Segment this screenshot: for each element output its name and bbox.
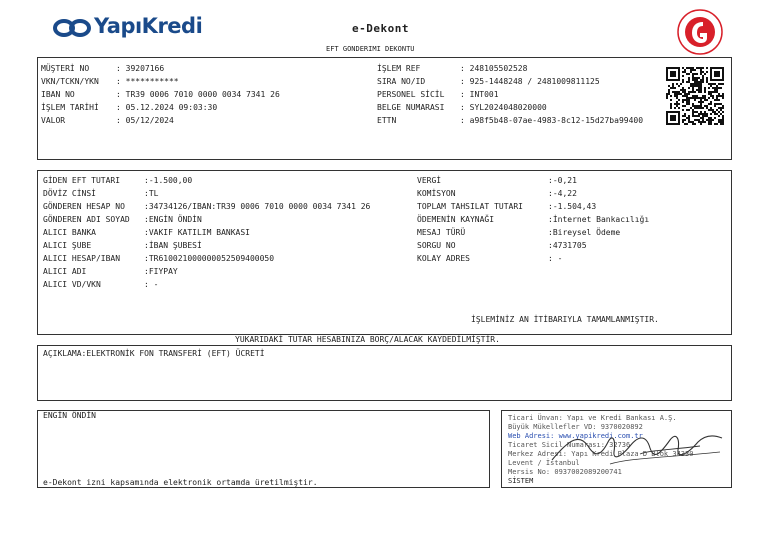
customer-info-box — [37, 57, 732, 160]
field-label: BELGE NUMARASI — [377, 103, 445, 112]
info-row — [417, 187, 649, 200]
info-row — [377, 62, 643, 75]
info-row — [41, 62, 280, 75]
field-label: ALICI ŞUBE — [43, 241, 92, 250]
bank-info-line: Merkez Adresi: Yapı Kredi Plaza D Blok 34330 — [508, 450, 694, 458]
info-row — [43, 278, 370, 291]
field-label: TOPLAM TAHSILAT TUTARI — [417, 202, 523, 211]
info-row — [43, 265, 370, 278]
system-label: SİSTEM — [508, 477, 534, 485]
info-row — [377, 114, 643, 127]
info-row — [43, 239, 370, 252]
info-row — [417, 239, 649, 252]
sender-name: ENGİN ÖNDİN — [43, 411, 96, 420]
info-row — [417, 174, 649, 187]
field-label: VKN/TCKN/YKN — [41, 77, 99, 86]
field-value: :İnternet Bankacılığı — [548, 215, 650, 224]
edekont-note: e-Dekont izni kapsamında elektronik ortamda üretilmiştir. — [43, 478, 318, 487]
field-value: :-4,22 — [548, 189, 577, 198]
info-row — [43, 226, 370, 239]
document-subtitle: EFT GONDERIMI DEKONTU — [326, 45, 415, 53]
field-label: KOLAY ADRES — [417, 254, 470, 263]
bank-web-link[interactable]: Web Adresi: www.yapikredi.com.tr — [508, 432, 643, 440]
field-label: DÖVİZ CİNSİ — [43, 189, 96, 198]
transfer-left-column — [43, 174, 370, 291]
sender-box — [37, 410, 490, 488]
customer-left-column — [41, 62, 280, 127]
field-value: :-1.500,00 — [144, 176, 193, 185]
field-value: : 248105502528 — [460, 64, 528, 73]
field-value: :TL — [144, 189, 159, 198]
logo-text: YapıKredi — [94, 14, 203, 38]
field-value: :4731705 — [548, 241, 587, 250]
field-value: : INT001 — [460, 90, 499, 99]
field-value: : *********** — [116, 77, 179, 86]
info-row — [417, 226, 649, 239]
field-value: :VAKIF KATILIM BANKASI — [144, 228, 250, 237]
field-value: : 05/12/2024 — [116, 116, 174, 125]
field-value: :İBAN ŞUBESİ — [144, 241, 202, 250]
field-label: GİDEN EFT TUTARI — [43, 176, 121, 185]
field-label: İŞLEM TARİHİ — [41, 103, 99, 112]
info-row — [377, 101, 643, 114]
completion-note: İŞLEMİNİZ AN İTİBARIYLA TAMAMLANMIŞTIR. — [471, 315, 659, 324]
bank-seal-icon — [676, 8, 724, 56]
field-value: : TR39 0006 7010 0000 0034 7341 26 — [116, 90, 280, 99]
field-value: : 925-1448248 / 2481009811125 — [460, 77, 600, 86]
field-label: MESAJ TÜRÜ — [417, 228, 466, 237]
description-box — [37, 345, 732, 401]
field-label: İŞLEM REF — [377, 64, 421, 73]
debit-note: YUKARIDAKİ TUTAR HESABINIZA BORÇ/ALACAK KAYDEDİLMİŞTİR. — [235, 335, 500, 344]
document-title: e-Dekont — [352, 22, 409, 35]
description-text: AÇIKLAMA:ELEKTRONİK FON TRANSFERİ (EFT) ÜCRETİ — [43, 349, 265, 358]
info-row — [417, 252, 649, 265]
bank-info-line: Levent / İstanbul — [508, 459, 580, 467]
field-label: ALICI VD/VKN — [43, 280, 101, 289]
qr-code-icon — [666, 67, 724, 125]
info-row — [43, 252, 370, 265]
field-label: MÜŞTERİ NO — [41, 64, 90, 73]
customer-right-column — [377, 62, 643, 127]
info-row — [41, 75, 280, 88]
info-row — [43, 174, 370, 187]
field-label: KOMİSYON — [417, 189, 456, 198]
field-label: GÖNDEREN HESAP NO — [43, 202, 125, 211]
field-value: : 05.12.2024 09:03:30 — [116, 103, 218, 112]
field-label: ALICI HESAP/IBAN — [43, 254, 121, 263]
info-row — [417, 213, 649, 226]
field-label: VERGİ — [417, 176, 442, 185]
field-value: : SYL2024048020000 — [460, 103, 547, 112]
field-label: SIRA NO/ID — [377, 77, 426, 86]
field-value: : - — [548, 254, 563, 263]
field-value: :-1.504,43 — [548, 202, 597, 211]
info-row — [43, 187, 370, 200]
info-row — [43, 200, 370, 213]
bank-info-line: Ticari Ünvan: Yapı ve Kredi Bankası A.Ş. — [508, 414, 677, 422]
field-value: :FIYPAY — [144, 267, 178, 276]
field-label: ALICI BANKA — [43, 228, 96, 237]
field-label: VALOR — [41, 116, 66, 125]
info-row — [41, 114, 280, 127]
info-row — [377, 75, 643, 88]
field-label: SORGU NO — [417, 241, 456, 250]
transfer-details-box — [37, 170, 732, 335]
info-row — [41, 88, 280, 101]
field-label: IBAN NO — [41, 90, 75, 99]
field-label: GÖNDEREN ADI SOYAD — [43, 215, 130, 224]
field-label: ETTN — [377, 116, 397, 125]
logo-symbol-icon — [52, 15, 94, 41]
field-label: ALICI ADI — [43, 267, 87, 276]
info-row — [377, 88, 643, 101]
field-value: :ENGİN ÖNDİN — [144, 215, 202, 224]
field-value: :Bireysel Ödeme — [548, 228, 621, 237]
bank-info-line: Mersis No: 0937002089200741 — [508, 468, 622, 476]
field-value: :TR610021000000052509400050 — [144, 254, 275, 263]
signature-icon — [550, 428, 730, 468]
field-value: : a98f5b48-07ae-4983-8c12-15d27ba99400 — [460, 116, 644, 125]
info-row — [417, 200, 649, 213]
bank-info-line: Ticaret Sicil Numarası: 32736 — [508, 441, 631, 449]
transfer-right-column — [417, 174, 649, 265]
info-row — [43, 213, 370, 226]
field-label: ÖDEMENİN KAYNAĞI — [417, 215, 495, 224]
field-value: :34734126/IBAN:TR39 0006 7010 0000 0034 7341 26 — [144, 202, 371, 211]
field-value: :-0,21 — [548, 176, 577, 185]
info-row — [41, 101, 280, 114]
field-value: : - — [144, 280, 159, 289]
bank-info-line: Büyük Mükellefler VD: 9370020892 — [508, 423, 643, 431]
field-value: : 39207166 — [116, 64, 165, 73]
field-label: PERSONEL SİCİL — [377, 90, 445, 99]
